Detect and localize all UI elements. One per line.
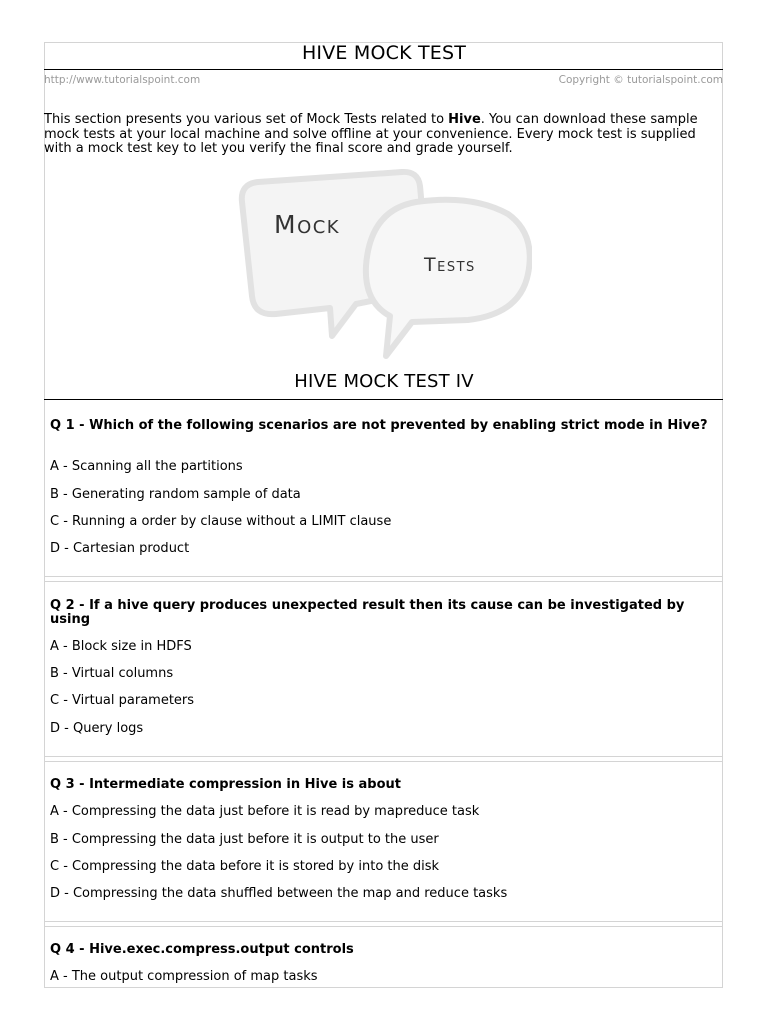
option-c: C - Running a order by clause without a LIMIT clause bbox=[50, 514, 392, 529]
option-b: B - Compressing the data just before it is output to the user bbox=[50, 832, 439, 847]
logo-word-tests: Tests bbox=[424, 254, 476, 276]
option-d: D - Cartesian product bbox=[50, 541, 190, 556]
intro-text-bold: Hive bbox=[448, 112, 481, 127]
question-block-4 bbox=[44, 926, 723, 988]
question-text: Q 2 - If a hive query produces unexpected result then its cause can be investigated by using bbox=[50, 598, 685, 627]
option-d: D - Compressing the data shuffled between the map and reduce tasks bbox=[50, 886, 508, 901]
question-block-2 bbox=[44, 581, 723, 757]
page-title: HIVE MOCK TEST bbox=[301, 42, 467, 64]
section-title: HIVE MOCK TEST IV bbox=[294, 371, 474, 392]
question-divider bbox=[44, 921, 723, 922]
question-text: Q 4 - Hive.exec.compress.output controls bbox=[50, 942, 354, 957]
question-text: Q 1 - Which of the following scenarios are not prevented by enabling strict mode in Hive? bbox=[50, 418, 708, 433]
option-a: A - Scanning all the partitions bbox=[50, 459, 243, 474]
option-c: C - Compressing the data before it is stored by into the disk bbox=[50, 859, 440, 874]
option-a: A - The output compression of map tasks bbox=[50, 969, 318, 984]
option-b: B - Virtual columns bbox=[50, 666, 174, 681]
option-a: A - Block size in HDFS bbox=[50, 639, 192, 654]
option-d: D - Query logs bbox=[50, 721, 144, 736]
intro-text-start: This section presents you various set of Mock Tests related to bbox=[44, 112, 449, 127]
copyright-notice: Copyright © tutorialspoint.com bbox=[558, 74, 723, 86]
logo-word-mock: Mock bbox=[274, 210, 341, 239]
question-block-3 bbox=[44, 761, 723, 921]
question-block-1 bbox=[44, 400, 723, 576]
mock-tests-logo bbox=[236, 168, 532, 368]
question-text: Q 3 - Intermediate compression in Hive is about bbox=[50, 777, 402, 792]
question-divider bbox=[44, 576, 723, 577]
option-b: B - Generating random sample of data bbox=[50, 487, 301, 502]
speech-bubbles-icon bbox=[236, 168, 532, 368]
question-divider bbox=[44, 756, 723, 757]
site-url: http://www.tutorialspoint.com bbox=[44, 74, 201, 86]
option-c: C - Virtual parameters bbox=[50, 693, 195, 708]
title-divider bbox=[44, 69, 723, 70]
intro-text-end: . You can download these sample mock tests at your local machine and solve offline at your convenience. Every mock test is supplied with a mock test key to let you verify the final score and grade yourself. bbox=[44, 112, 698, 156]
intro-paragraph bbox=[44, 113, 724, 157]
option-a: A - Compressing the data just before it is read by mapreduce task bbox=[50, 804, 480, 819]
